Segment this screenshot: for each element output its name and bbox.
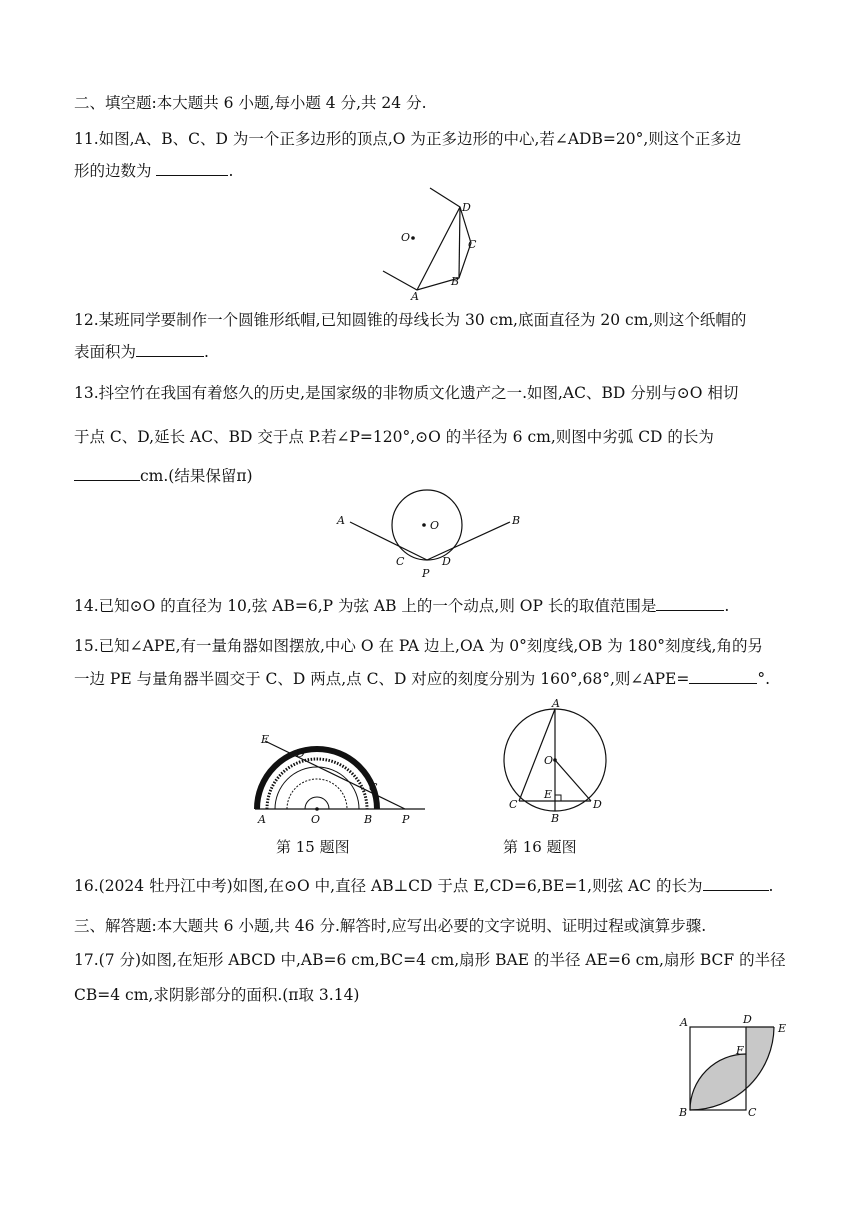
q17-line-1: 17.(7 分)如图,在矩形 ABCD 中,AB=6 cm,BC=4 cm,扇形 BAE 的半径 AE=6 cm,扇形 BCF 的半径: [74, 951, 786, 969]
q17-label-F: F: [736, 1044, 744, 1057]
q15-label-P: P: [402, 813, 410, 826]
q13-center-dot: [422, 523, 426, 527]
q16-label-B: B: [551, 812, 560, 825]
q17-label-A: A: [680, 1016, 688, 1029]
q17-line-2: CB=4 cm,求阴影部分的面积.(π取 3.14): [74, 986, 360, 1004]
q16-label-D: D: [593, 798, 602, 811]
q13-label-D: D: [442, 555, 451, 568]
q15-label-D: D: [296, 747, 305, 760]
q15-text: 一边 PE 与量角器半圆交于 C、D 两点,点 C、D 对应的刻度分别为 160°,68°,则∠APE=: [74, 670, 690, 688]
q13-line-1: 13.抖空竹在我国有着悠久的历史,是国家级的非物质文化遗产之一.如图,AC、BD 分别与⊙O 相切: [74, 384, 739, 402]
q17-label-C: C: [748, 1106, 757, 1119]
q17-figure: [678, 1010, 798, 1120]
q16-center-dot: [553, 758, 557, 762]
q11-line-2: [74, 161, 233, 181]
q12-period: .: [204, 343, 209, 361]
q16-text: 16.(2024 牡丹江中考)如图,在⊙O 中,直径 AB⊥CD 于点 E,CD=6,BE=1,则弦 AC 的长为: [74, 877, 703, 895]
q16-label-E: E: [544, 788, 553, 801]
q15-protractor-inner-2: [287, 779, 347, 809]
q13-figure: [335, 488, 535, 580]
q16-line-1: [74, 876, 773, 896]
q15-label-C: C: [369, 781, 378, 794]
section-3-heading: 三、解答题:本大题共 6 小题,共 46 分.解答时,应写出必要的文字说明、证明过程或演算步骤.: [74, 917, 707, 935]
q13-line-2: 于点 C、D,延长 AC、BD 交于点 P.若∠P=120°,⊙O 的半径为 6 cm,则图中劣弧 CD 的长为: [74, 428, 714, 446]
q13-line-3: [74, 466, 253, 486]
q17-label-E: E: [778, 1022, 787, 1035]
q16-label-A: A: [552, 698, 560, 710]
q11-label-B: B: [451, 275, 460, 288]
q13-line-BP: [427, 522, 510, 560]
q14-line-1: [74, 596, 729, 616]
q15-label-E: E: [261, 733, 270, 746]
q13-label-A: A: [337, 514, 345, 527]
q13-answer-blank: [74, 466, 140, 481]
q11-line-DB: [459, 207, 460, 278]
q12-line-1: 12.某班同学要制作一个圆锥形纸帽,已知圆锥的母线长为 30 cm,底面直径为 20 cm,则这个纸帽的: [74, 311, 747, 329]
q15-label-O: O: [311, 813, 321, 826]
q13-circle: [392, 490, 462, 560]
q15-line-2: [74, 669, 770, 689]
q11-line-1: 11.如图,A、B、C、D 为一个正多边形的顶点,O 为正多边形的中心,若∠ADB=20°,则这个正多边: [74, 130, 742, 148]
q11-figure: [375, 183, 485, 303]
q11-text: 形的边数为: [74, 162, 152, 180]
q13-text: cm.(结果保留π): [140, 467, 253, 485]
q13-label-B: B: [512, 514, 521, 527]
q15-degree: °.: [757, 670, 770, 688]
q16-answer-blank: [703, 876, 769, 891]
q13-label-P: P: [422, 567, 430, 580]
q17-shaded-region-lower: [690, 1054, 746, 1110]
q15-figure: [245, 725, 430, 827]
q12-answer-blank: [136, 342, 204, 357]
q14-period: .: [724, 597, 730, 615]
q11-label-O: O: [401, 231, 411, 244]
q17-shaded-region-upper: [746, 1027, 774, 1090]
q17-label-D: D: [743, 1013, 752, 1026]
q16-caption: 第 16 题图: [503, 838, 577, 856]
q15-caption: 第 15 题图: [276, 838, 350, 856]
q13-label-C: C: [396, 555, 405, 568]
q12-text: 表面积为: [74, 343, 137, 361]
q16-right-angle-mark: [555, 795, 561, 801]
q17-label-B: B: [679, 1106, 688, 1119]
q15-answer-blank: [689, 669, 757, 684]
q11-label-A: A: [411, 290, 419, 303]
q15-label-B: B: [364, 813, 373, 826]
q11-answer-blank: [156, 161, 228, 176]
q14-answer-blank: [656, 596, 724, 611]
q16-period: .: [768, 877, 774, 895]
q12-line-2: [74, 342, 209, 362]
section-2-heading: 二、填空题:本大题共 6 小题,每小题 4 分,共 24 分.: [74, 94, 427, 112]
q13-line-AP: [350, 522, 427, 560]
q11-label-C: C: [468, 238, 477, 251]
q16-figure: [500, 698, 615, 826]
q11-center-dot: [411, 236, 415, 240]
q11-label-D: D: [462, 201, 471, 214]
q13-label-O: O: [430, 519, 440, 532]
q15-label-A: A: [258, 813, 266, 826]
q15-center-dot: [315, 807, 319, 811]
q14-text: 14.已知⊙O 的直径为 10,弦 AB=6,P 为弦 AB 上的一个动点,则 OP 长的取值范围是: [74, 597, 657, 615]
q15-line-1: 15.已知∠APE,有一量角器如图摆放,中心 O 在 PA 边上,OA 为 0°刻度线,OB 为 180°刻度线,角的另: [74, 637, 763, 655]
q16-label-C: C: [509, 798, 518, 811]
q16-label-O: O: [544, 754, 554, 767]
q11-period: .: [228, 162, 234, 180]
